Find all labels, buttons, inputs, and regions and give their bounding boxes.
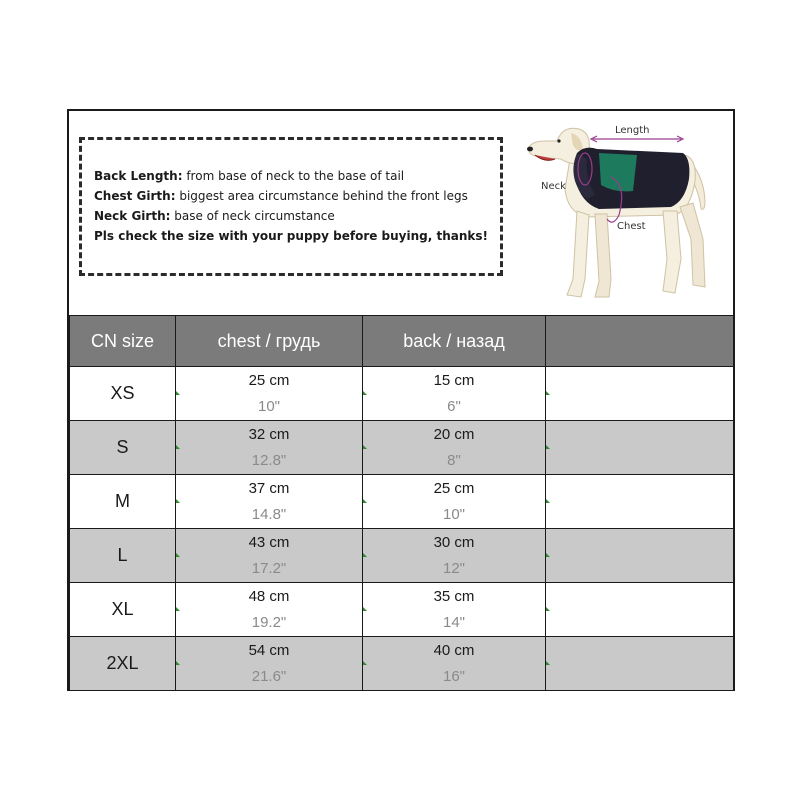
check-size-text: Pls check the size with your puppy before buying, thanks!	[94, 229, 489, 243]
table-row	[70, 475, 734, 529]
size-cell: S	[70, 421, 176, 475]
chest-cm: 48 cm	[248, 587, 290, 605]
cell-marker	[363, 499, 367, 503]
table-row	[70, 529, 734, 583]
chest-girth-note	[94, 186, 500, 206]
chest-cell	[176, 637, 363, 691]
chest-girth-label: Chest Girth:	[94, 189, 176, 203]
back-length-note	[94, 166, 500, 186]
chest-inch: 14.8"	[251, 505, 287, 523]
cell-marker	[546, 661, 550, 665]
empty-cell	[546, 583, 734, 637]
chest-inch: 21.6"	[251, 667, 287, 685]
cell-marker	[546, 391, 550, 395]
chest-cell	[176, 421, 363, 475]
cell-marker	[176, 553, 180, 557]
chest-girth-text: biggest area circumstance behind the front legs	[175, 189, 468, 203]
header-cn-size: CN size	[70, 316, 176, 367]
back-inch: 6"	[447, 397, 461, 415]
cell-marker	[546, 445, 550, 449]
empty-cell	[546, 475, 734, 529]
back-cell	[363, 583, 546, 637]
measurement-info-panel	[69, 111, 733, 316]
size-cell: XS	[70, 367, 176, 421]
chest-cm: 37 cm	[248, 479, 290, 497]
chest-inch: 12.8"	[251, 451, 287, 469]
cell-marker	[363, 661, 367, 665]
back-length-text: from base of neck to the base of tail	[182, 169, 405, 183]
back-inch: 14"	[442, 613, 465, 631]
cell-marker	[363, 391, 367, 395]
size-cell: M	[70, 475, 176, 529]
cell-marker	[176, 607, 180, 611]
cell-marker	[546, 499, 550, 503]
back-cell	[363, 475, 546, 529]
header-empty	[546, 316, 734, 367]
chest-cell	[176, 583, 363, 637]
back-cell	[363, 637, 546, 691]
back-cm: 35 cm	[433, 587, 475, 605]
header-back: back / назад	[363, 316, 546, 367]
neck-label: Neck	[541, 181, 566, 192]
cell-marker	[546, 553, 550, 557]
length-label: Length	[615, 125, 650, 136]
chest-cm: 25 cm	[248, 371, 290, 389]
chest-inch: 19.2"	[251, 613, 287, 631]
chest-inch: 17.2"	[251, 559, 287, 577]
dog-measurement-diagram	[515, 119, 725, 309]
empty-cell	[546, 421, 734, 475]
empty-cell	[546, 367, 734, 421]
chest-label: Chest	[617, 221, 646, 232]
cell-marker	[363, 553, 367, 557]
cell-marker	[176, 661, 180, 665]
cell-marker	[176, 391, 180, 395]
cell-marker	[363, 607, 367, 611]
check-size-note	[94, 226, 500, 246]
back-cell	[363, 529, 546, 583]
back-inch: 12"	[442, 559, 465, 577]
chest-cell	[176, 367, 363, 421]
table-row	[70, 637, 734, 691]
cell-marker	[363, 445, 367, 449]
back-cm: 15 cm	[433, 371, 475, 389]
back-inch: 10"	[442, 505, 465, 523]
chest-cm: 32 cm	[248, 425, 290, 443]
size-table-body	[70, 367, 734, 691]
cell-marker	[176, 499, 180, 503]
measurement-notes-box	[79, 137, 503, 276]
back-cell	[363, 421, 546, 475]
chest-inch: 10"	[257, 397, 280, 415]
back-cm: 40 cm	[433, 641, 475, 659]
back-cell	[363, 367, 546, 421]
back-inch: 8"	[447, 451, 461, 469]
cell-marker	[176, 445, 180, 449]
table-header-row	[70, 316, 734, 367]
size-chart	[67, 109, 735, 691]
size-cell: L	[70, 529, 176, 583]
chest-cm: 43 cm	[248, 533, 290, 551]
empty-cell	[546, 529, 734, 583]
back-cm: 30 cm	[433, 533, 475, 551]
chest-cell	[176, 475, 363, 529]
neck-girth-text: base of neck circumstance	[170, 209, 335, 223]
table-row	[70, 367, 734, 421]
size-cell: XL	[70, 583, 176, 637]
size-cell: 2XL	[70, 637, 176, 691]
chest-cell	[176, 529, 363, 583]
empty-cell	[546, 637, 734, 691]
table-row	[70, 421, 734, 475]
size-table	[69, 315, 734, 691]
back-cm: 20 cm	[433, 425, 475, 443]
cell-marker	[546, 607, 550, 611]
back-length-label: Back Length:	[94, 169, 183, 183]
back-cm: 25 cm	[433, 479, 475, 497]
neck-girth-note	[94, 206, 500, 226]
table-row	[70, 583, 734, 637]
chest-cm: 54 cm	[248, 641, 290, 659]
neck-girth-label: Neck Girth:	[94, 209, 171, 223]
back-inch: 16"	[442, 667, 465, 685]
header-chest: chest / грудь	[176, 316, 363, 367]
